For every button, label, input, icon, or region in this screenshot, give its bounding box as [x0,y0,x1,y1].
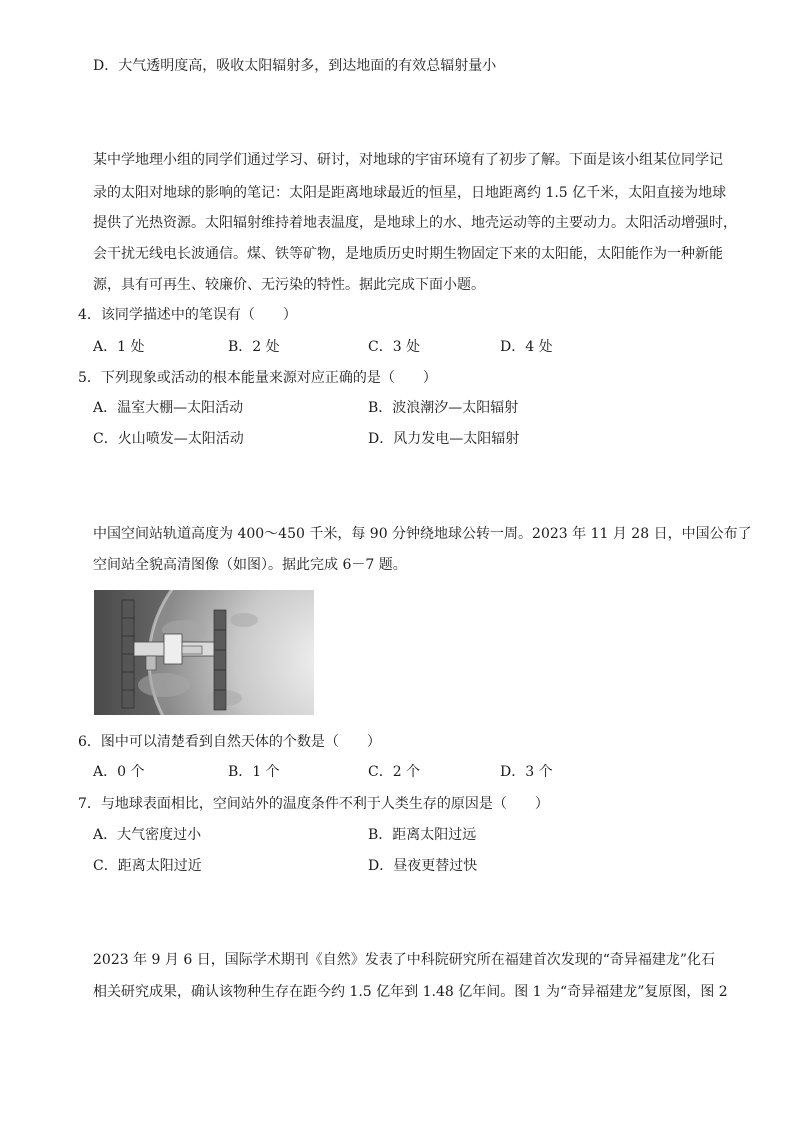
passage-line: 提供了光热资源。太阳辐射维持着地表温度，是地球上的水、地壳运动等的主要动力。太阳活动增强时， [93,215,737,231]
q4-option-d[interactable]: D．4 处 [500,339,553,355]
passage-line: 相关研究成果，确认该物种生存在距今约 1.5 亿年到 1.48 亿年间。图 1 为“奇异福建龙”复原图，图 2 [93,984,728,1000]
prev-option-d: D．大气透明度高，吸收太阳辐射多，到达地面的有效总辐射量小 [93,58,497,74]
q6-option-c[interactable]: C．2 个 [368,764,421,780]
q6-option-d[interactable]: D．3 个 [500,764,553,780]
q4-option-b[interactable]: B．2 处 [228,339,280,355]
q7-option-c[interactable]: C．距离太阳过近 [93,858,202,874]
passage-line: 中国空间站轨道高度为 400～450 千米，每 90 分钟绕地球公转一周。2023 年 11 月 28 日，中国公布了 [93,526,752,542]
q4-option-a[interactable]: A．1 处 [93,339,145,355]
q5-option-a[interactable]: A．温室大棚—太阳活动 [93,400,244,416]
passage-line: 空间站全貌高清图像（如图）。据此完成 6－7 题。 [93,557,407,573]
passage-line: 会干扰无线电长波通信。煤、铁等矿物，是地质历史时期生物固定下来的太阳能，太阳能作为一种新能 [93,246,723,262]
question-7-stem: 7．与地球表面相比，空间站外的温度条件不利于人类生存的原因是（ ） [78,796,549,812]
question-5-stem: 5．下列现象或活动的根本能量来源对应正确的是（ ） [78,370,437,386]
space-station-photo [94,590,314,715]
passage-line: 某中学地理小组的同学们通过学习、研讨，对地球的宇宙环境有了初步了解。下面是该小组某位同学记 [93,152,723,168]
passage-line: 录的太阳对地球的影响的笔记：太阳是距离地球最近的恒星，日地距离约 1.5 亿千米，太阳直接为地球 [93,185,727,201]
q7-option-d[interactable]: D．昼夜更替过快 [368,858,478,874]
q5-option-d[interactable]: D．风力发电—太阳辐射 [368,431,520,447]
q6-option-a[interactable]: A．0 个 [93,764,145,780]
q5-option-c[interactable]: C．火山喷发—太阳活动 [93,431,244,447]
q6-option-b[interactable]: B．1 个 [228,764,280,780]
question-6-stem: 6．图中可以清楚看到自然天体的个数是（ ） [78,734,381,750]
passage-line: 2023 年 9 月 6 日，国际学术期刊《自然》发表了中科院研究所在福建首次发现的“奇异福建龙”化石 [93,952,716,968]
q7-option-b[interactable]: B．距离太阳过远 [368,827,477,843]
q7-option-a[interactable]: A．大气密度过小 [93,827,202,843]
question-4-stem: 4．该同学描述中的笔误有（ ） [78,307,297,323]
q5-option-b[interactable]: B．波浪潮汐—太阳辐射 [368,400,519,416]
passage-line: 源，具有可再生、较廉价、无污染的特性。据此完成下面小题。 [93,277,485,293]
q4-option-c[interactable]: C．3 处 [368,339,421,355]
